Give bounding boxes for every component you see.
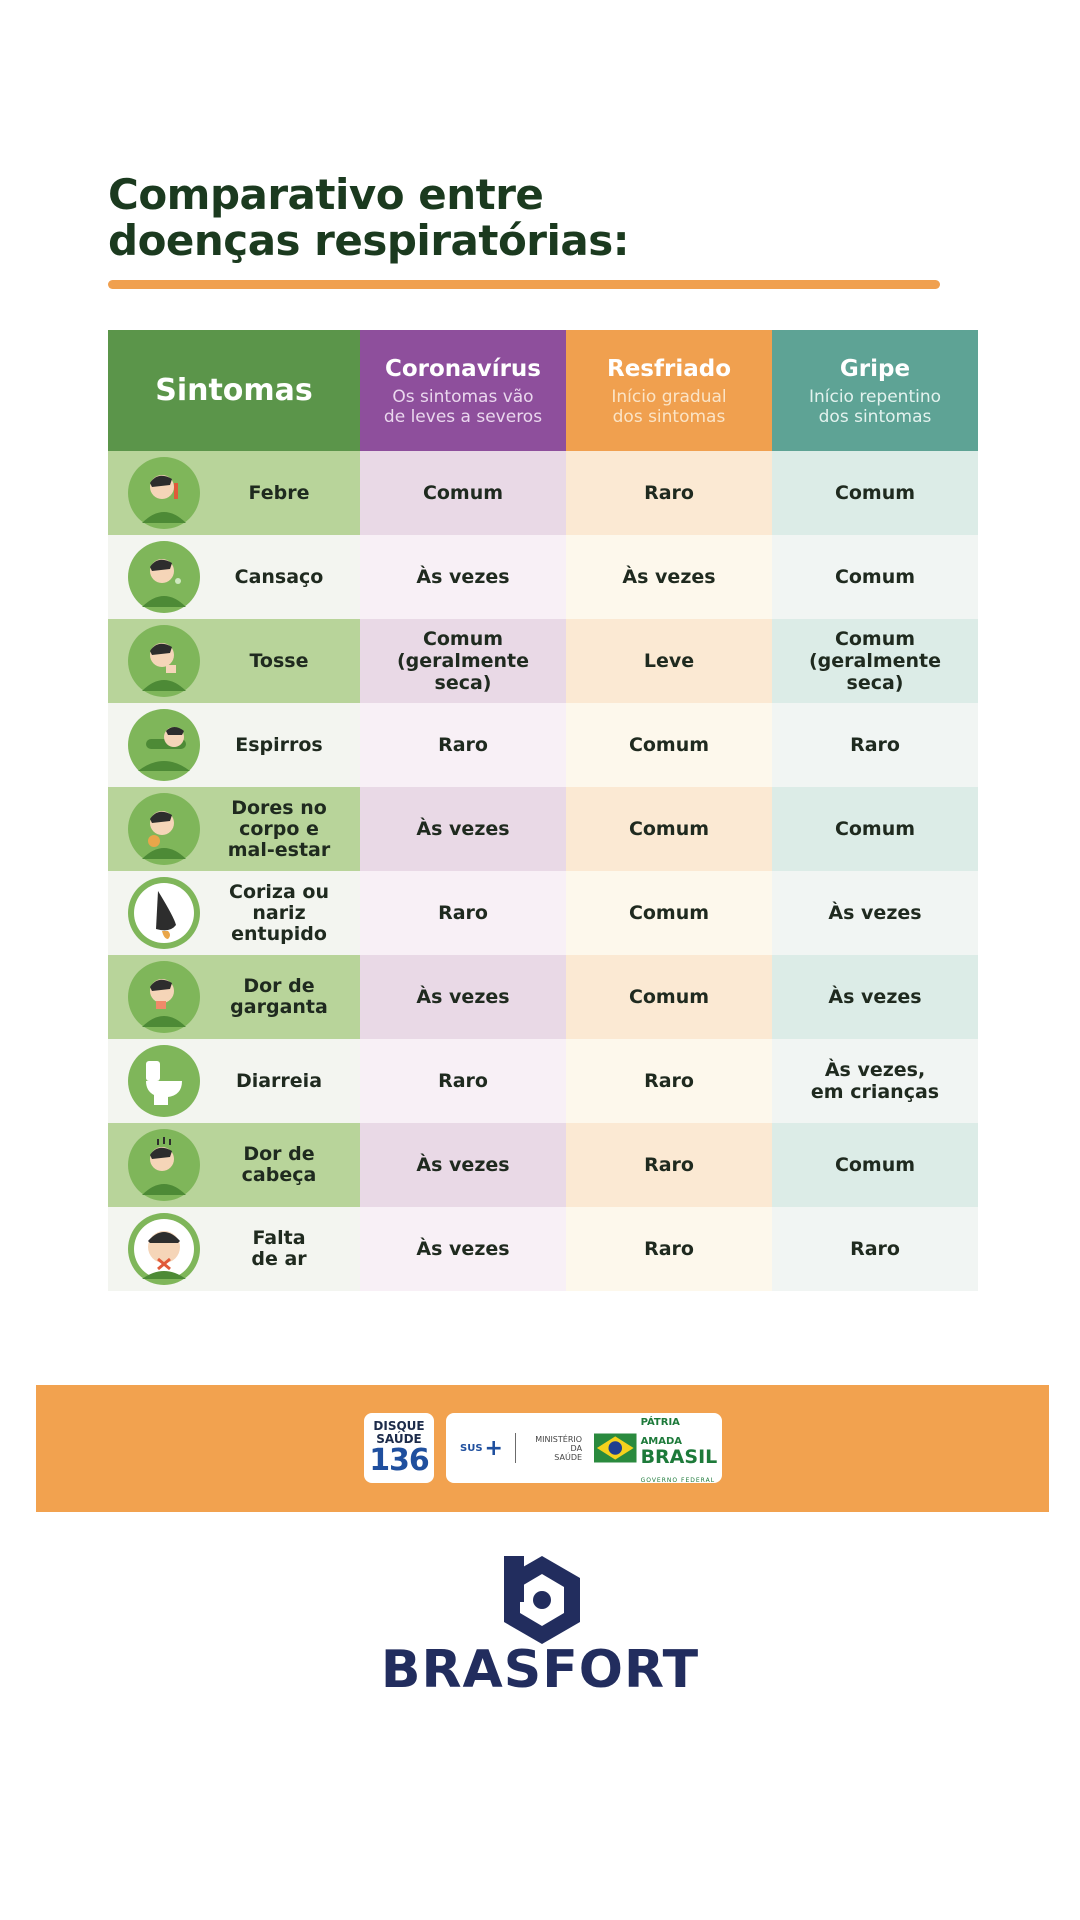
coronavirus-value-cell: Às vezes [360,1207,566,1291]
symptom-label: Tosse [249,649,309,672]
header-subtitle-line: Início gradual [611,386,727,407]
gripe-value-cell: Comum [772,1123,978,1207]
header-coronavirus [360,330,566,451]
government-logos [446,1413,722,1483]
table-row [108,1123,978,1207]
table-row [108,619,978,703]
table-row [108,787,978,871]
title-line-1: Comparativo entre [108,170,544,219]
table-row [108,1039,978,1123]
symptom-label: Dor de garganta [230,975,328,1018]
headache-icon [128,1129,200,1201]
coronavirus-value-cell: Às vezes [360,787,566,871]
symptom-cell [108,787,360,871]
table-row [108,1207,978,1291]
resfriado-value-cell: Comum [566,955,772,1039]
header-symptoms: Sintomas [108,330,360,451]
header-subtitle-line: Os sintomas vão [392,386,534,407]
disque-saude-badge [364,1413,434,1483]
brasil-line: PÁTRIA AMADA [640,1417,683,1447]
header-title: Resfriado [606,355,732,382]
resfriado-value-cell: Comum [566,871,772,955]
gripe-value-cell: Às vezes [772,955,978,1039]
runny-nose-icon [128,877,200,949]
symptom-label: Dores no corpo e mal-estar [227,796,331,861]
symptom-label: Cansaço [234,565,324,588]
header-subtitle [605,387,732,427]
table-header [108,330,978,451]
header-subtitle [803,387,947,427]
header-subtitle [378,387,548,427]
fever-icon [128,457,200,529]
resfriado-value-cell: Raro [566,1207,772,1291]
gripe-value-cell: Raro [772,1207,978,1291]
resfriado-value-cell: Às vezes [566,535,772,619]
badge-number: 136 [369,1443,429,1478]
coronavirus-value-cell: Raro [360,871,566,955]
badge-line: DISQUE [373,1419,425,1433]
table-row [108,871,978,955]
table-row [108,703,978,787]
header-subtitle-line: dos sintomas [612,406,726,427]
symptom-label: Coriza ou nariz entupido [229,880,329,945]
coronavirus-value-cell: Às vezes [360,1123,566,1207]
sneeze-icon [128,709,200,781]
shortness-of-breath-icon [128,1213,200,1285]
resfriado-value-cell: Comum [566,787,772,871]
symptom-label: Dor de cabeça [241,1143,317,1186]
brasil-text [641,1410,722,1486]
resfriado-value-cell: Raro [566,1039,772,1123]
comparison-table [108,330,978,1291]
brand-name: BRASFORT [380,1640,700,1700]
title-underline [108,280,940,289]
brasil-line: BRASIL [640,1446,718,1468]
header-resfriado [566,330,772,451]
table-body [108,451,978,1291]
coronavirus-value-cell: Às vezes [360,535,566,619]
coronavirus-value-cell: Comum (geralmente seca) [360,619,566,703]
symptom-label: Espirros [235,733,323,756]
tiredness-icon [128,541,200,613]
gripe-value-cell: Às vezes [772,871,978,955]
resfriado-value-cell: Raro [566,1123,772,1207]
cough-icon [128,625,200,697]
symptom-cell [108,1039,360,1123]
gripe-value-cell: Comum [772,451,978,535]
symptom-cell [108,535,360,619]
coronavirus-value-cell: Raro [360,1039,566,1123]
brasfort-logo-icon [494,1550,590,1646]
table-row [108,955,978,1039]
table-row [108,535,978,619]
table-row [108,451,978,535]
symptom-cell [108,703,360,787]
header-gripe [772,330,978,451]
symptom-label: Falta de ar [251,1227,307,1270]
gripe-value-cell: Às vezes, em crianças [772,1039,978,1123]
header-subtitle-line: Início repentino [808,386,942,407]
sus-logo-text: SUS [460,1442,483,1454]
body-ache-icon [128,793,200,865]
coronavirus-value-cell: Comum [360,451,566,535]
resfriado-value-cell: Raro [566,451,772,535]
header-subtitle-line: de leves a severos [383,406,543,427]
plus-icon: + [484,1435,503,1461]
ministerio-text [528,1435,582,1462]
symptom-cell [108,871,360,955]
gripe-value-cell: Comum (geralmente seca) [772,619,978,703]
brasil-line: GOVERNO FEDERAL [640,1477,716,1484]
symptom-cell [108,619,360,703]
gripe-value-cell: Raro [772,703,978,787]
sore-throat-icon [128,961,200,1033]
divider [515,1433,516,1463]
symptom-cell [108,451,360,535]
page-title [108,172,968,264]
header-subtitle-line: dos sintomas [818,406,932,427]
toilet-icon [128,1045,200,1117]
ministerio-line: MINISTÉRIO DA [535,1434,583,1453]
gripe-value-cell: Comum [772,787,978,871]
symptom-cell [108,955,360,1039]
symptom-label: Febre [248,481,310,504]
gripe-value-cell: Comum [772,535,978,619]
ministerio-line: SAÚDE [554,1452,583,1462]
coronavirus-value-cell: Às vezes [360,955,566,1039]
header-title: Gripe [839,355,911,382]
title-line-2: doenças respiratórias: [108,216,630,265]
brazil-flag-icon [594,1433,637,1463]
symptom-cell [108,1207,360,1291]
symptom-label: Diarreia [235,1069,323,1092]
resfriado-value-cell: Leve [566,619,772,703]
header-title: Coronavírus [384,355,541,382]
badge-line: SAÚDE [376,1432,422,1446]
symptom-cell [108,1123,360,1207]
coronavirus-value-cell: Raro [360,703,566,787]
resfriado-value-cell: Comum [566,703,772,787]
